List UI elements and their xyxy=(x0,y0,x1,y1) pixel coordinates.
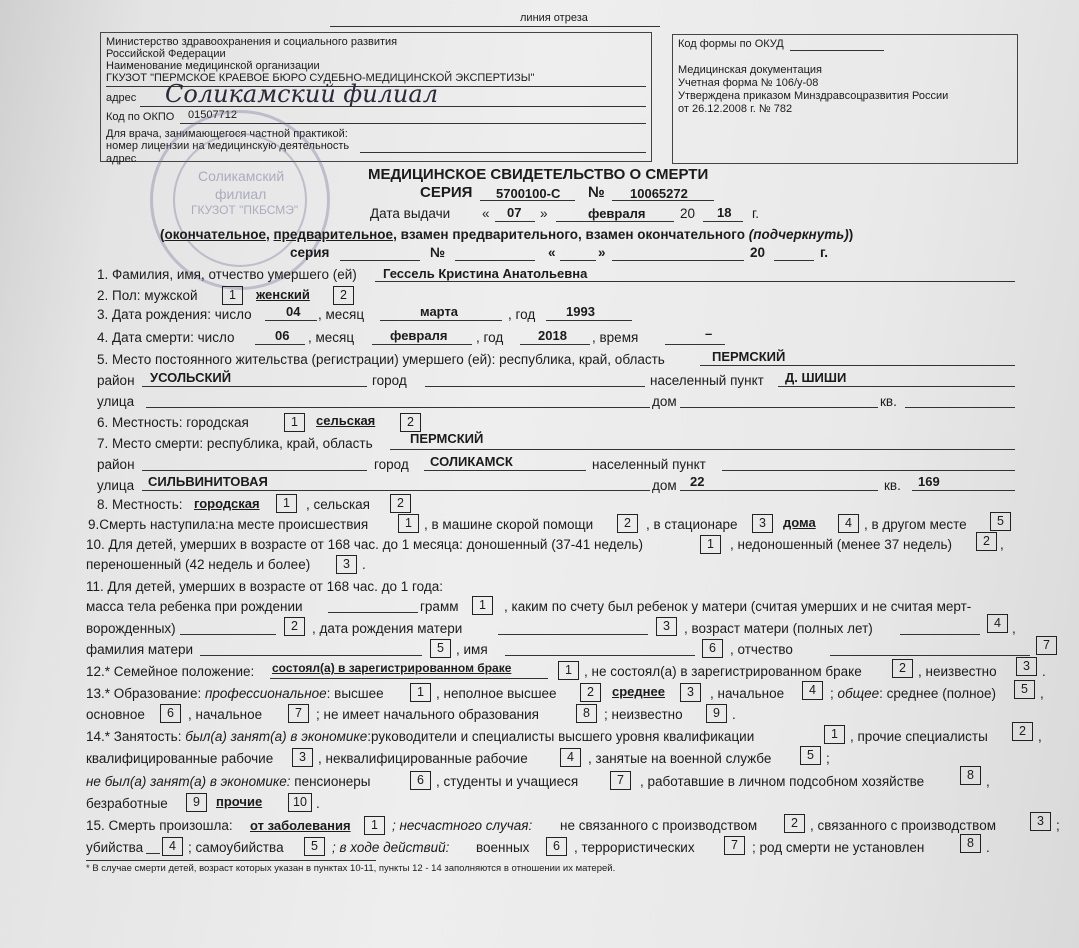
death-murder: убийства xyxy=(86,840,144,855)
doc-line-3: Утверждена приказом Минздравсоцразвития России xyxy=(678,90,949,102)
premature-box[interactable]: 2 xyxy=(976,532,997,551)
field-5-label: 5. Место постоянного жительства (регистрации) умершего (ей): республика, край, область xyxy=(97,352,665,367)
other-occupation: прочие xyxy=(216,794,263,809)
edu-basic: основное xyxy=(86,707,145,722)
household-workers-box[interactable]: 8 xyxy=(960,766,981,785)
type-replacement: взамен предварительного, взамен окончательного xyxy=(400,227,745,242)
death-other-box[interactable]: 5 xyxy=(990,512,1011,531)
death-war: ; в ходе действий: xyxy=(332,840,450,855)
marital-unknown: , неизвестно xyxy=(918,664,997,679)
underline-hint: (подчеркнуть) xyxy=(748,227,849,242)
edu-basic-box[interactable]: 6 xyxy=(160,704,181,723)
death-suicide-box[interactable]: 5 xyxy=(304,837,325,856)
death-military: военных xyxy=(476,840,530,855)
field-11-label: 11. Для детей, умерших в возрасте от 168 час. до 1 года: xyxy=(86,579,444,594)
issue-date-label: Дата выдачи xyxy=(370,206,451,221)
premature: , недоношенный (менее 37 недель) xyxy=(730,537,953,552)
field-10-label: 10. Для детей, умерших в возрасте от 168 час. до 1 месяца: доношенный (37-41 недель) xyxy=(86,537,644,552)
stamp-line-2: филиал xyxy=(215,186,267,202)
issue-day: 07 xyxy=(507,205,522,220)
field-15-label: 15. Смерть произошла: xyxy=(86,818,233,833)
death-year: 2018 xyxy=(538,328,567,343)
residence-apt-label: кв. xyxy=(880,394,897,409)
death-place-street: СИЛЬВИНИТОВАЯ xyxy=(148,474,268,489)
edu-general-secondary: : среднее (полное) xyxy=(879,686,997,701)
edu-professional: профессиональное xyxy=(204,686,327,701)
death-other: , в другом месте xyxy=(864,517,967,532)
death-place-rural: , сельская xyxy=(306,497,370,512)
death-day: 06 xyxy=(275,328,290,343)
death-place-house: 22 xyxy=(690,474,705,489)
residence-city-label: город xyxy=(372,373,407,388)
death-home: дома xyxy=(783,515,816,530)
residence-district: УСОЛЬСКИЙ xyxy=(150,370,232,385)
death-disease-box[interactable]: 1 xyxy=(364,816,385,835)
edu-none-box[interactable]: 8 xyxy=(576,704,597,723)
managers: :руководители и специалисты высшего уровня квалификации xyxy=(367,729,755,744)
org-name-label: Наименование медицинской организации xyxy=(106,60,320,72)
mother-patronymic-label: , отчество xyxy=(730,642,793,657)
other-occupation-box[interactable]: 10 xyxy=(288,793,312,812)
married-box[interactable]: 1 xyxy=(558,661,579,680)
sex-female: женский xyxy=(256,287,310,302)
type-preliminary: предварительное xyxy=(273,227,394,242)
death-undetermined-box[interactable]: 8 xyxy=(960,834,981,853)
mass-box[interactable]: 1 xyxy=(472,596,493,615)
doctor-label-1: Для врача, занимающегося частной практикой: xyxy=(106,128,348,140)
death-place-city-label: город xyxy=(374,457,409,472)
death-place-rural-box[interactable]: 2 xyxy=(390,494,411,513)
field-12-label: 12.* Семейное положение: xyxy=(86,664,255,679)
unemployed-box[interactable]: 9 xyxy=(186,793,207,812)
issue-year-prefix: 20 xyxy=(680,206,696,221)
residence-settlement-label: населенный пункт xyxy=(650,373,764,388)
death-disease: от заболевания xyxy=(250,818,351,833)
field-7-label: 7. Место смерти: республика, край, область xyxy=(97,436,373,451)
death-home-box[interactable]: 4 xyxy=(838,514,859,533)
deceased-name: Гессель Кристина Анатольевна xyxy=(383,266,588,281)
residence-rural-box[interactable]: 2 xyxy=(400,413,421,432)
address-label-2: адрес xyxy=(106,153,137,165)
military-service: , занятые на военной службе xyxy=(588,751,772,766)
death-hospital: , в стационаре xyxy=(646,517,738,532)
mother-age-label: , возраст матери (полных лет) xyxy=(684,621,873,636)
unskilled-workers: , неквалифицированные рабочие xyxy=(318,751,528,766)
household-workers: , работавшие в личном подсобном хозяйстве xyxy=(640,774,925,789)
residence-street-label: улица xyxy=(97,394,135,409)
sub-number-label: № xyxy=(430,245,446,260)
not-married: , не состоял(а) в зарегистрированном браке xyxy=(584,664,862,679)
cut-line-label: линия отреза xyxy=(520,12,588,24)
skilled-workers: квалифицированные рабочие xyxy=(86,751,274,766)
skilled-workers-box[interactable]: 3 xyxy=(292,748,313,767)
doc-line-1: Медицинская документация xyxy=(678,64,822,76)
students: , студенты и учащиеся xyxy=(436,774,579,789)
doc-line-2: Учетная форма № 106/у-08 xyxy=(678,77,819,89)
series-label: СЕРИЯ xyxy=(420,184,473,201)
edu-primary: , начальное xyxy=(710,686,785,701)
accident-not-work-box[interactable]: 2 xyxy=(784,814,805,833)
death-place-urban: городская xyxy=(194,496,260,511)
field-3-label: 3. Дата рождения: число xyxy=(97,307,252,322)
edu-unknown: ; неизвестно xyxy=(604,707,683,722)
birth-day: 04 xyxy=(286,304,301,319)
death-undetermined: ; род смерти не установлен xyxy=(752,840,925,855)
death-place-city: СОЛИКАМСК xyxy=(430,454,513,469)
type-final: окончательное xyxy=(164,227,266,242)
death-murder-box[interactable]: 4 xyxy=(162,837,183,856)
okpo-value: 01507712 xyxy=(188,109,237,121)
doc-line-4: от 26.12.2008 г. № 782 xyxy=(678,103,793,115)
okpo-label: Код по ОКПО xyxy=(106,111,175,123)
death-place-settlement-label: населенный пункт xyxy=(592,457,706,472)
field-2-label: 2. Пол: мужской xyxy=(97,288,198,303)
round-stamp xyxy=(150,110,330,290)
issue-month: февраля xyxy=(588,206,646,221)
employed: был(а) занят(а) в экономике xyxy=(185,729,368,744)
death-certificate-page: линия отреза Министерство здравоохранения и социального развития Российской Федерации Наименование медицинской организации ГКУЗОТ "ПЕРМСКОЕ КРАЕВОЕ БЮРО СУДЕБНО-МЕДИЦИНСКОЙ ЭКСПЕРТИЗЫ" адрес Соликамский филиал Код по ОКПО 01507712 Для врача, занимающегося частной практикой: номер лицензии на медицинскую деятельность адрес Код формы по ОКУД Медицинская документация Учетная форма № 106/у-08 Утверждена приказом Минздравсоцразвития России от 26.12.2008 г. № 782 Соликамский филиал ГКУЗОТ "ПКБСМЭ" МЕДИЦИНСКОЕ СВИДЕТЕЛЬСТВО О СМЕРТИ СЕРИЯ 5700100-С № 10065272 Дата выдачи « 07 » февраля 20 18 г. (окончательное, предварительное, взамен предварительного, взамен окончательного (подчеркнуть)) серия № « » 20 г. 1. Фамилия, имя, отчество умершего (ей) Гессель Кристина Анатольевна 2. Пол: мужской 1 женский 2 3. Дата рождения: число 04 , месяц марта , год 1993 4. Дата смерти: число 06 , месяц февраля , год 2018 , время – 5. Место постоянного жительства (регистрации) умершего (ей): республика, край, область ПЕРМСКИЙ район УСОЛЬСКИЙ город населенный пункт Д. ШИШИ улица дом кв. 6. Местность: городская 1 сельская 2 7. Место смерти: республика, край, область ПЕРМСКИЙ район город СОЛИКАМСК населенный пункт улица СИЛЬВИНИТОВАЯ дом 22 кв. 169 8. Местность: городская 1 , сельская 2 9.Смерть наступила:на месте происшествия 1 , в машине скорой помощи 2 , в стационаре 3 дома 4 , в другом месте 5 10. Для детей, умерших в возрасте от 168 час. до 1 месяца: доношенный (37-41 недель) 1 , недоношенный (менее 37 недель) 2 , переношенный (42 недель и более) 3 . 11. Для детей, умерших в возрасте от 168 час. до 1 года: масса тела ребенка при рождении грамм 1 , каким по счету был ребенок у матери (считая умерших и не считая мерт- ворожденных) 2 , дата рождения матери 3 , возраст матери (полных лет) 4 , фамилия матери 5 , имя 6 , отчество 7 12.* Семейное положение: состоял(а) в зарегистрированном браке 1 , не состоял(а) в зарегистрированном браке 2 , неизвестно 3 . 13.* Образование: профессиональное: высшее 1 , неполное высшее 2 среднее 3 , начальное 4 ; общее: среднее (полное) 5 , основное 6 , начальное 7 ; не имеет начального образования 8 ; неизвестно 9 . 14.* Занятость: был(а) занят(а) в экономике:руководители и специалисты высшего уровня квалификации 1 , прочие специалисты 2 , квалифицированные рабочие 3 , неквалифицированные рабочие 4 , занятые на военной службе 5 ; не был(а) занят(а) в экономике: пенсионеры 6 , студенты и учащиеся 7 , работавшие в личном подсобном хозяйстве 8 , безработные 9 прочие 10 . 15. Смерть произошла: от заболевания 1 ; несчастного случая: не связанного с производством 2 , связанного с производством 3 ; убийства 4 ; самоубийства 5 ; в ходе действий: военных 6 , террористических 7 ; род смерти не установлен 8 . * В случае смерти детей, возраст которых указан в пунктах 10-11, пункты 12 - 14 заполняются в отношении их матерей. xyxy=(0,0,1079,948)
stillborn-label: ворожденных) xyxy=(86,621,176,636)
edu-secondary: среднее xyxy=(612,684,665,699)
edu-none: ; не имеет начального образования xyxy=(316,707,539,722)
birth-mass-label: масса тела ребенка при рождении xyxy=(86,599,303,614)
mother-surname-label: фамилия матери xyxy=(86,642,193,657)
post-term: переношенный (42 недель и более) xyxy=(86,557,311,572)
death-year-label: , год xyxy=(476,330,504,345)
mother-dob-label: , дата рождения матери xyxy=(312,621,463,636)
sex-male-box[interactable]: 1 xyxy=(222,286,243,305)
death-place-region: ПЕРМСКИЙ xyxy=(410,431,484,446)
death-suicide: ; самоубийства xyxy=(188,840,284,855)
okud-label: Код формы по ОКУД xyxy=(678,38,784,50)
sub-year-prefix: 20 xyxy=(750,245,766,260)
field-9-label: 9.Смерть наступила:на месте происшествия xyxy=(88,517,369,532)
issue-year: 18 xyxy=(717,205,732,220)
pensioners-box[interactable]: 6 xyxy=(410,771,431,790)
number-label: № xyxy=(588,184,605,201)
other-specialists-box[interactable]: 2 xyxy=(1012,722,1033,741)
unemployed: безработные xyxy=(86,796,168,811)
managers-box[interactable]: 1 xyxy=(824,725,845,744)
residence-region: ПЕРМСКИЙ xyxy=(712,349,786,364)
mother-patronymic-box[interactable]: 7 xyxy=(1036,636,1057,655)
birth-year-label: , год xyxy=(508,307,536,322)
footnote: * В случае смерти детей, возраст которых указан в пунктах 10-11, пункты 12 - 14 заполняются в отношении их матерей. xyxy=(86,863,616,874)
death-month-label: , месяц xyxy=(308,330,355,345)
death-time-label: , время xyxy=(592,330,639,345)
death-place-house-label: дом xyxy=(652,478,677,493)
issue-year-suffix: г. xyxy=(752,206,760,221)
death-month: февраля xyxy=(390,328,448,343)
doctor-label-2: номер лицензии на медицинскую деятельность xyxy=(106,140,350,152)
military-service-box[interactable]: 5 xyxy=(800,746,821,765)
field-13-label: 13.* Образование: xyxy=(86,686,202,701)
mother-name-box[interactable]: 6 xyxy=(702,639,723,658)
death-terror-box[interactable]: 7 xyxy=(724,836,745,855)
mother-surname-box[interactable]: 5 xyxy=(430,639,451,658)
edu-primary-2: , начальное xyxy=(188,707,263,722)
accident-not-work: не связанного с производством xyxy=(560,818,758,833)
residence-rural: сельская xyxy=(316,413,376,428)
post-term-box[interactable]: 3 xyxy=(336,555,357,574)
edu-higher-box[interactable]: 1 xyxy=(410,683,431,702)
mother-age-box[interactable]: 4 xyxy=(987,614,1008,633)
child-order: , каким по счету был ребенок у матери (считая умерших и не считая мерт- xyxy=(504,599,972,614)
order-box[interactable]: 2 xyxy=(284,617,305,636)
not-married-box[interactable]: 2 xyxy=(892,659,913,678)
sex-female-box[interactable]: 2 xyxy=(333,286,354,305)
other-specialists: , прочие специалисты xyxy=(850,729,988,744)
death-military-box[interactable]: 6 xyxy=(546,837,567,856)
not-employed: не был(а) занят(а) в экономике: xyxy=(86,774,291,789)
gram-label: грамм xyxy=(420,599,459,614)
accident-work-box[interactable]: 3 xyxy=(1030,812,1051,831)
residence-urban-box[interactable]: 1 xyxy=(284,413,305,432)
married: состоял(а) в зарегистрированном браке xyxy=(272,661,512,675)
residence-settlement: Д. ШИШИ xyxy=(785,370,847,385)
death-place-urban-box[interactable]: 1 xyxy=(276,494,297,513)
series-value: 5700100-С xyxy=(496,186,561,201)
edu-general-secondary-box[interactable]: 5 xyxy=(1014,680,1035,699)
death-hospital-box[interactable]: 3 xyxy=(752,514,773,533)
ministry-line-1: Министерство здравоохранения и социального развития xyxy=(106,36,398,48)
death-place-street-label: улица xyxy=(97,478,135,493)
edu-primary-2-box[interactable]: 7 xyxy=(288,704,309,723)
org-name: ГКУЗОТ "ПЕРМСКОЕ КРАЕВОЕ БЮРО СУДЕБНО-МЕДИЦИНСКОЙ ЭКСПЕРТИЗЫ" xyxy=(106,72,535,84)
death-scene-box[interactable]: 1 xyxy=(398,514,419,533)
death-place-district-label: район xyxy=(97,457,135,472)
field-1-label: 1. Фамилия, имя, отчество умершего (ей) xyxy=(97,267,357,282)
students-box[interactable]: 7 xyxy=(610,771,631,790)
number-value: 10065272 xyxy=(630,186,688,201)
stamp-line-1: Соликамский xyxy=(198,168,285,184)
field-8-label: 8. Местность: xyxy=(97,497,183,512)
residence-district-label: район xyxy=(97,373,135,388)
edu-incomplete-box[interactable]: 2 xyxy=(580,683,601,702)
edu-incomplete: , неполное высшее xyxy=(436,686,557,701)
marital-unknown-box[interactable]: 3 xyxy=(1016,657,1037,676)
address-handwritten: Соликамский филиал xyxy=(165,80,438,108)
birth-year: 1993 xyxy=(566,304,595,319)
residence-house-label: дом xyxy=(652,394,677,409)
edu-primary-box[interactable]: 4 xyxy=(802,681,823,700)
death-place-apt: 169 xyxy=(918,474,940,489)
unskilled-workers-box[interactable]: 4 xyxy=(560,748,581,767)
birth-month-label: , месяц xyxy=(318,307,365,322)
ministry-line-2: Российской Федерации xyxy=(106,48,226,60)
sub-year-suffix: г. xyxy=(820,245,829,260)
cut-line xyxy=(330,26,660,27)
death-accident: ; несчастного случая: xyxy=(392,818,533,833)
death-ambulance-box[interactable]: 2 xyxy=(617,514,638,533)
stamp-line-3: ГКУЗОТ "ПКБСМЭ" xyxy=(191,203,299,217)
accident-work: , связанного с производством xyxy=(810,818,996,833)
mother-dob-box[interactable]: 3 xyxy=(656,617,677,636)
edu-unknown-box[interactable]: 9 xyxy=(706,704,727,723)
death-time: – xyxy=(705,326,713,341)
address-label: адрес xyxy=(106,92,137,104)
edu-general: общее xyxy=(837,686,880,701)
term-box[interactable]: 1 xyxy=(700,535,721,554)
edu-secondary-box[interactable]: 3 xyxy=(680,683,701,702)
birth-month: марта xyxy=(420,304,459,319)
death-terror: , террористических xyxy=(574,840,695,855)
edu-higher: : высшее xyxy=(326,686,384,701)
field-14-label: 14.* Занятость: xyxy=(86,729,182,744)
mother-name-label: , имя xyxy=(456,642,488,657)
pensioners: пенсионеры xyxy=(294,774,371,789)
sub-series-label: серия xyxy=(290,245,330,260)
certificate-title: МЕДИЦИНСКОЕ СВИДЕТЕЛЬСТВО О СМЕРТИ xyxy=(368,166,709,183)
death-ambulance: , в машине скорой помощи xyxy=(424,517,594,532)
death-place-apt-label: кв. xyxy=(884,478,901,493)
field-4-label: 4. Дата смерти: число xyxy=(97,330,235,345)
field-6-label: 6. Местность: городская xyxy=(97,415,249,430)
